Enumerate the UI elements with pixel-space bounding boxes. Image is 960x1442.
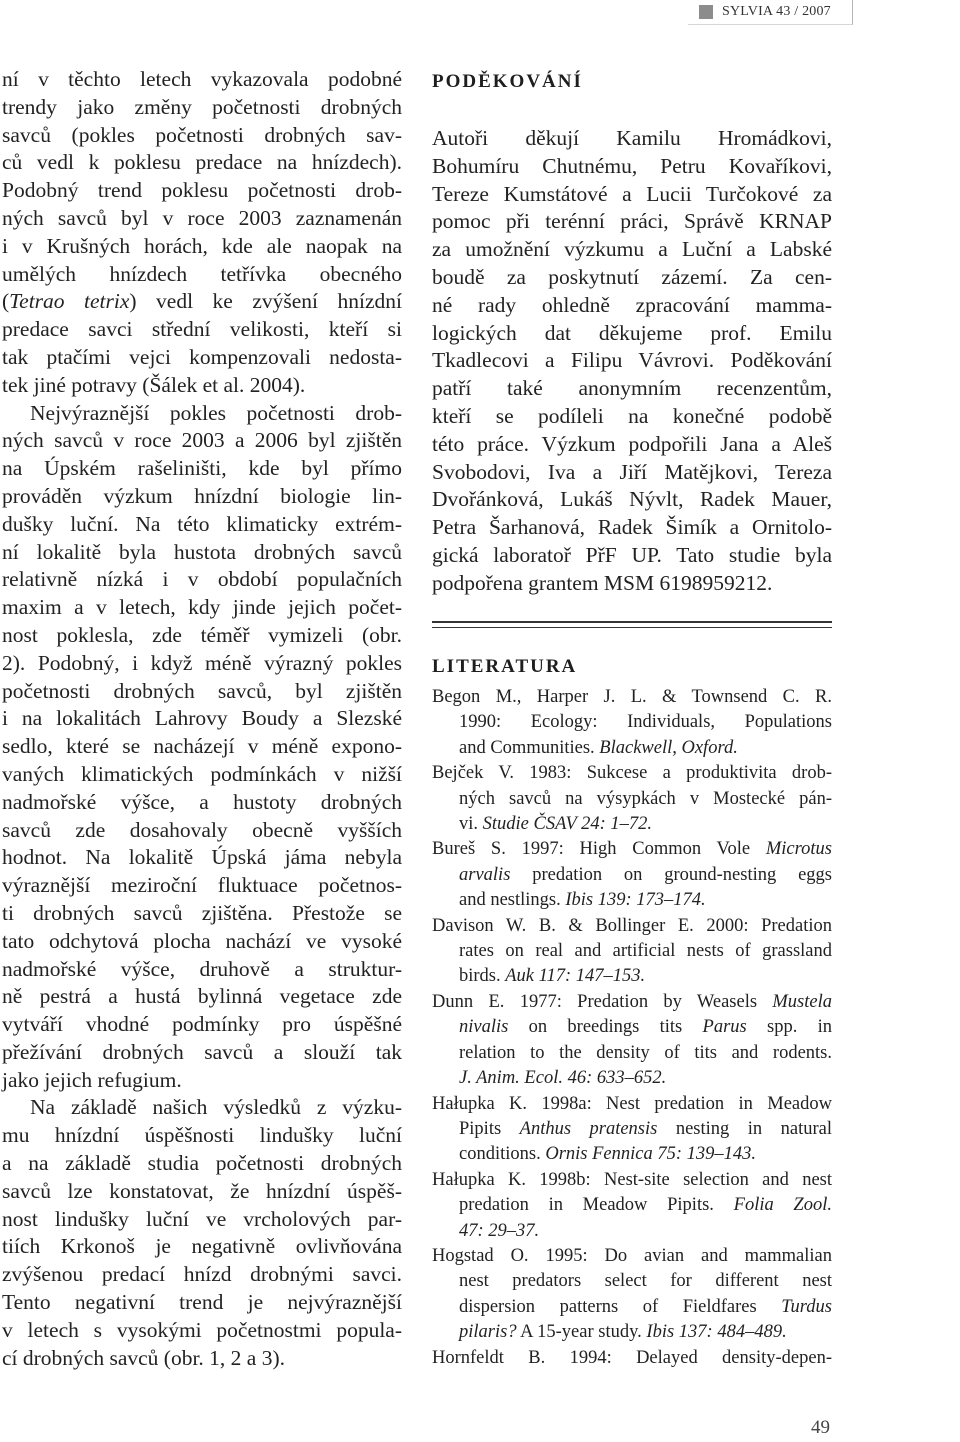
italic-text: Mustela — [772, 991, 832, 1012]
italic-text: pilaris? — [459, 1322, 517, 1343]
reference-line — [432, 1066, 832, 1091]
reference-line: Bejček V. 1983: Sukcese a produktivita drob- — [432, 763, 832, 784]
reference-line: Hornfeldt B. 1994: Delayed density-depen- — [432, 1347, 832, 1368]
acknowledgement-line: Tkadlecovi a Filipu Vávrovi. Poděkování — [432, 348, 832, 373]
running-header — [688, 0, 853, 25]
body-text-line: predace savci střední velikosti, kteří si — [2, 317, 402, 342]
reference-entry — [432, 1092, 832, 1168]
acknowledgement-line: Svobodovi, Iva a Jiří Matějkovi, Tereza — [432, 459, 832, 484]
body-text-line: vytváří vhodné podmínky pro úspěšné — [2, 1012, 402, 1037]
text-segment: predation in Meadow Pipits. — [459, 1195, 734, 1216]
journal-issue: SYLVIA 43 / 2007 — [722, 4, 831, 19]
reference-entry — [432, 990, 832, 1092]
reference-line — [432, 812, 832, 837]
reference-line — [432, 1015, 832, 1040]
italic-text: Microtus — [765, 839, 832, 860]
body-paragraph — [2, 66, 402, 400]
italic-text: Auk 117: 147–153. — [505, 966, 646, 987]
body-text-line: zvýšenou predací hnízd drobnými savci. — [2, 1262, 402, 1287]
page-number: 49 — [811, 1417, 830, 1438]
text-segment: and nestlings. — [459, 890, 566, 911]
text-segment: predation on ground-nesting eggs — [510, 864, 832, 885]
reference-entry — [432, 685, 832, 761]
body-text-line: tato odchytová plocha nachází ve vysoké — [2, 928, 402, 953]
body-text-line: hodnot. Na lokalitě Úpská jáma nebyla — [2, 845, 402, 870]
body-paragraph — [2, 1094, 402, 1372]
body-text-line: početnosti drobných savců, byl zjištěn — [2, 678, 402, 703]
italic-text: Ibis 139: 173–174. — [565, 890, 706, 911]
body-text-line — [2, 288, 402, 316]
acknowledgement-line: kteří se podíleli na konečné podobě — [432, 403, 832, 428]
acknowledgement-line: pomoc při terénní práci, Správě KRNAP — [432, 209, 832, 234]
body-text-line: prováděn výzkum hnízdní biologie lin- — [2, 483, 402, 508]
acknowledgement-line: Bohumíru Chutnému, Petru Kovaříkovi, — [432, 153, 832, 178]
body-text-line: vaných klimatických podmínkách v nižší — [2, 761, 402, 786]
body-text-line: ných savců v roce 2003 a 2006 byl zjištěn — [2, 428, 402, 453]
text-segment: ( — [2, 289, 10, 314]
text-segment: conditions. — [459, 1144, 546, 1165]
body-text-line: přežívání drobných savců a slouží tak — [2, 1039, 402, 1064]
reference-line — [432, 888, 832, 913]
italic-text: Folia Zool. — [733, 1195, 832, 1216]
text-segment: Dunn E. 1977: Predation by Weasels — [432, 991, 773, 1012]
reference-entry — [432, 1244, 832, 1346]
reference-line: Hogstad O. 1995: Do avian and mammalian — [432, 1245, 832, 1266]
body-text-line: ných savců byl v roce 2003 zaznamenán — [2, 205, 402, 230]
text-segment: Pipits — [459, 1118, 520, 1139]
body-text-line: tak ptačími vejci kompenzovali nedosta- — [2, 344, 402, 369]
italic-text: J. Anim. Ecol. 46: 633–652. — [459, 1068, 667, 1089]
reference-line: Begon M., Harper J. L. & Townsend C. R. — [432, 687, 832, 707]
text-segment: A 15-year study. — [516, 1322, 647, 1343]
acknowledgement-line: této práce. Výzkum podpořili Jana a Aleš — [432, 431, 832, 456]
body-text-line: nost lindušky luční ve vrcholových par- — [2, 1206, 402, 1231]
section-divider — [432, 621, 832, 628]
italic-text: Turdus — [781, 1296, 832, 1317]
body-text-line: savců zde dosahovaly obecně vyšších — [2, 817, 402, 842]
acknowledgement-line: Petra Šarhanová, Radek Šimík a Ornitolo- — [432, 515, 832, 540]
reference-list — [432, 685, 832, 1371]
acknowledgement-line: boudě za poskytnutí zázemí. Za cen- — [432, 264, 832, 289]
body-text-line: Tento negativní trend je nejvýraznější — [2, 1290, 402, 1315]
acknowledgement-line: Tereze Kumstátové a Lucii Turčokové za — [432, 181, 832, 206]
body-text-line: Podobný trend poklesu početnosti drob- — [2, 178, 402, 203]
body-text-line: savců lze konstatovat, že hnízdní úspěš- — [2, 1178, 402, 1203]
acknowledgement-line: Autoři děkují Kamilu Hromádkovi, — [432, 126, 832, 150]
body-text-line: mu hnízdní úspěšnosti lindušky luční — [2, 1123, 402, 1148]
reference-line — [432, 1219, 832, 1244]
body-text-line: trendy jako změny početnosti drobných — [2, 94, 402, 119]
text-segment: nesting in natural — [657, 1118, 832, 1139]
reference-entry — [432, 761, 832, 837]
reference-line: Hałupka K. 1998b: Nest-site selection and nest — [432, 1169, 832, 1190]
body-text-line: ní lokalitě byla hustota drobných savců — [2, 539, 402, 564]
reference-line — [432, 1142, 832, 1167]
acknowledgements-heading: PODĚKOVÁNÍ — [432, 71, 583, 92]
reference-line — [432, 964, 832, 989]
references-heading: LITERATURA — [432, 656, 578, 677]
italic-text: Parus — [702, 1017, 747, 1038]
body-text-line: nadmořské výšce, a hustoty drobných — [2, 789, 402, 814]
acknowledgement-line: za umožnění výzkumu a Luční a Labské — [432, 237, 832, 262]
italic-text: Anthus pratensis — [519, 1118, 658, 1139]
body-text-line: umělých hnízdech tetřívka obecného — [2, 261, 402, 286]
reference-line — [432, 1295, 832, 1320]
acknowledgement-line: logických dat děkujeme prof. Emilu — [432, 320, 832, 345]
reference-line: 1990: Ecology: Individuals, Populations — [459, 712, 832, 733]
body-paragraph — [2, 400, 402, 1095]
body-text-line: dušky luční. Na této klimaticky extrém- — [2, 511, 402, 536]
italic-text: Tetrao tetrix — [9, 289, 130, 314]
text-segment: and Communities. — [459, 737, 600, 758]
body-text-line: ců vedl k poklesu predace na hnízdech). — [2, 150, 402, 175]
body-text-line: nadmořské výšce, druhově a struktur- — [2, 956, 402, 981]
acknowledgements-paragraph — [432, 125, 832, 598]
reference-line: Davison W. B. & Bollinger E. 2000: Predation — [432, 915, 832, 936]
reference-line — [432, 990, 832, 1015]
reference-line — [432, 837, 832, 862]
reference-entry — [432, 914, 832, 990]
text-segment: Bureš S. 1997: High Common Vole — [432, 839, 766, 860]
text-segment: on breedings tits — [508, 1017, 703, 1038]
acknowledgement-line: patří také anonymním recenzentům, — [432, 376, 832, 401]
body-text-line: Nejvýraznější pokles početnosti drob- — [30, 400, 402, 425]
reference-line — [432, 863, 832, 888]
body-text-line: ní v těchto letech vykazovala podobné — [2, 67, 402, 91]
text-segment: vi. — [459, 814, 483, 835]
body-text-line: a na základě studia početnosti drobných — [2, 1151, 402, 1176]
reference-line: relation to the density of tits and rodents. — [459, 1042, 832, 1063]
body-text-column — [2, 66, 402, 1372]
reference-line: nest predators select for different nest — [459, 1271, 832, 1292]
body-text-line: ti drobných savců zjištěna. Přestože se — [2, 900, 402, 925]
italic-text: Ornis Fennica 75: 139–143. — [545, 1144, 757, 1165]
text-segment: spp. in — [746, 1017, 832, 1038]
italic-text: nivalis — [459, 1017, 509, 1038]
acknowledgements-text — [432, 125, 832, 598]
body-text-line: sedlo, které se nacházejí v méně expono- — [2, 734, 402, 759]
italic-text: Ibis 137: 484–489. — [646, 1322, 787, 1343]
reference-line — [432, 1193, 832, 1218]
body-text-line: výraznější meziroční fluktuace početnos- — [2, 873, 402, 898]
acknowledgement-line: podpořena grantem MSM 6198959212. — [432, 570, 773, 595]
reference-entry — [432, 837, 832, 913]
reference-line: rates on real and artificial nests of grassland — [459, 941, 832, 962]
body-text-line: jako jejich refugium. — [2, 1067, 182, 1092]
acknowledgement-line: né rady ohledně zpracování mamma- — [432, 292, 832, 317]
body-text-line: relativně nízká i v období populačních — [2, 567, 402, 592]
body-text-line: tek jiné potravy (Šálek et al. 2004). — [2, 372, 306, 397]
reference-entry — [432, 1168, 832, 1244]
reference-line — [432, 1117, 832, 1142]
body-text-line: maxim a v letech, kdy jinde jejich počet- — [2, 595, 402, 620]
acknowledgement-line: Dvořánková, Lukáš Nývlt, Radek Mauer, — [432, 487, 832, 512]
header-square-icon — [699, 5, 713, 19]
italic-text: arvalis — [459, 864, 511, 885]
reference-line — [432, 1320, 832, 1345]
body-text-line: ně pestrá a hustá bylinná vegetace zde — [2, 984, 402, 1009]
text-segment: birds. — [459, 966, 506, 987]
body-text-line: savců (pokles početnosti drobných sav- — [2, 122, 402, 147]
body-text-line: i na lokalitách Lahrovy Boudy a Slezské — [2, 706, 402, 731]
body-text-line: 2). Podobný, i když méně výrazný pokles — [2, 650, 402, 675]
body-text-line: na Úpském rašeliništi, kde byl přímo — [2, 456, 402, 481]
body-text-line: Na základě našich výsledků z výzku- — [30, 1095, 402, 1120]
body-text-line: i v Krušných horách, kde ale naopak na — [2, 233, 402, 258]
reference-line — [432, 736, 832, 761]
body-text-line: tiích Krkonoš je negativně ovlivňována — [2, 1234, 402, 1259]
reference-line: ných savců na výsypkách v Mostecké pán- — [459, 788, 832, 809]
acknowledgement-line: gická laboratoř PřF UP. Tato studie byla — [432, 542, 832, 567]
italic-text: Studie ČSAV 24: 1–72. — [482, 814, 652, 835]
body-text-line: nost poklesla, zde téměř vymizeli (obr. — [2, 622, 402, 647]
italic-text: Blackwell, Oxford. — [599, 737, 738, 758]
italic-text: 47: 29–37. — [459, 1220, 540, 1241]
reference-entry — [432, 1346, 832, 1371]
text-segment: ) vedl ke zvýšení hnízdní — [129, 289, 402, 314]
body-text-line: v letech s vysokými početnostmi popula- — [2, 1317, 402, 1342]
text-segment: dispersion patterns of Fieldfares — [459, 1296, 782, 1317]
body-text-line: cí drobných savců (obr. 1, 2 a 3). — [2, 1345, 286, 1370]
reference-line: Hałupka K. 1998a: Nest predation in Meadow — [432, 1093, 832, 1114]
